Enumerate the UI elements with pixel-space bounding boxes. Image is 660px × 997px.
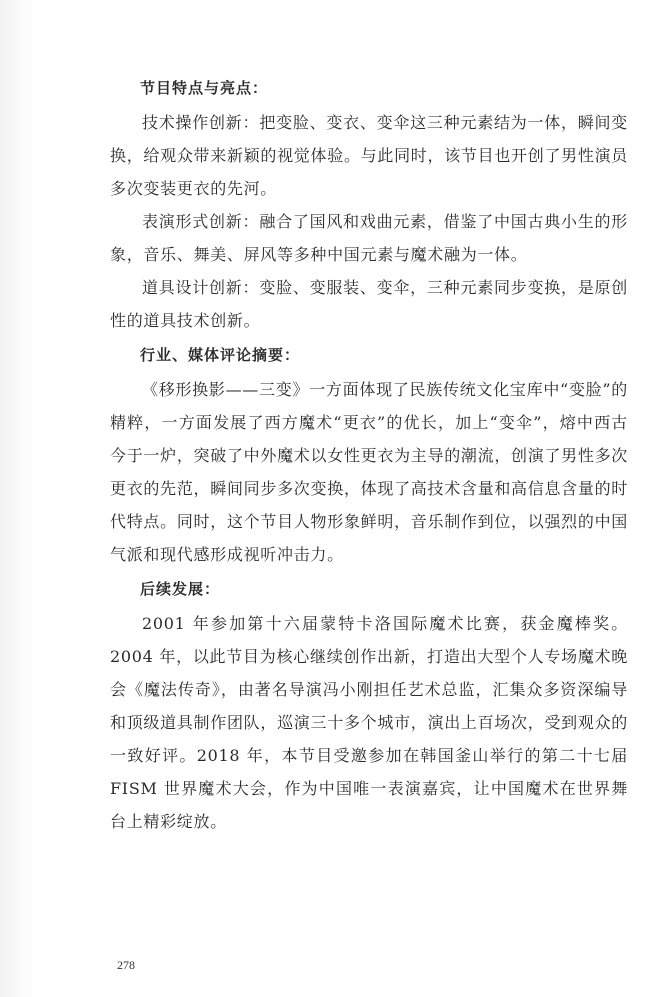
paragraph-tech-innovation: 技术操作创新：把变脸、变衣、变伞这三种元素结为一体，瞬间变换，给观众带来新颖的视觉体验。与此同时，该节目也开创了男性演员多次变装更衣的先河。 xyxy=(110,113,628,198)
page-content xyxy=(110,70,628,838)
section-heading-highlights: 节目特点与亮点： xyxy=(140,79,269,97)
paragraph-development: 2001 年参加第十六届蒙特卡洛国际魔术比赛，获金魔棒奖。2004 年，以此节目为核心继续创作出新，打造出大型个人专场魔术晚会《魔法传奇》，由著名导演冯小刚担任艺术总监，汇集众多资深编导和顶级道具制作团队，巡演三十多个城市，演出上百场次，受到观众的一致好评。2018 年，本节目受邀参加在韩国釜山举行的第二十七届 FISM 世界魔术大会，作为中国唯一表演嘉宾，让中国魔术在世界舞台上精彩绽放。 xyxy=(110,614,628,831)
paragraph-prop-innovation: 道具设计创新：变脸、变服装、变伞，三种元素同步变换，是原创性的道具技术创新。 xyxy=(110,278,628,330)
section-heading-development: 后续发展： xyxy=(140,580,221,598)
paragraph-review-summary: 《移形换影——三变》一方面体现了民族传统文化宝库中“变脸”的精粹，一方面发展了西方魔术“更衣”的优长，加上“变伞”，熔中西古今于一炉，突破了中外魔术以女性更衣为主导的潮流，创演了男性多次更衣的先范，瞬间同步多次变换，体现了高技术含量和高信息含量的时代特点。同时，这个节目人物形象鲜明，音乐制作到位，以强烈的中国气派和现代感形成视听冲击力。 xyxy=(110,380,628,564)
paragraph-performance-innovation: 表演形式创新：融合了国风和戏曲元素，借鉴了中国古典小生的形象，音乐、舞美、屏风等多种中国元素与魔术融为一体。 xyxy=(110,212,628,264)
section-heading-reviews: 行业、媒体评论摘要： xyxy=(140,346,301,364)
page-number: 278 xyxy=(117,958,135,972)
